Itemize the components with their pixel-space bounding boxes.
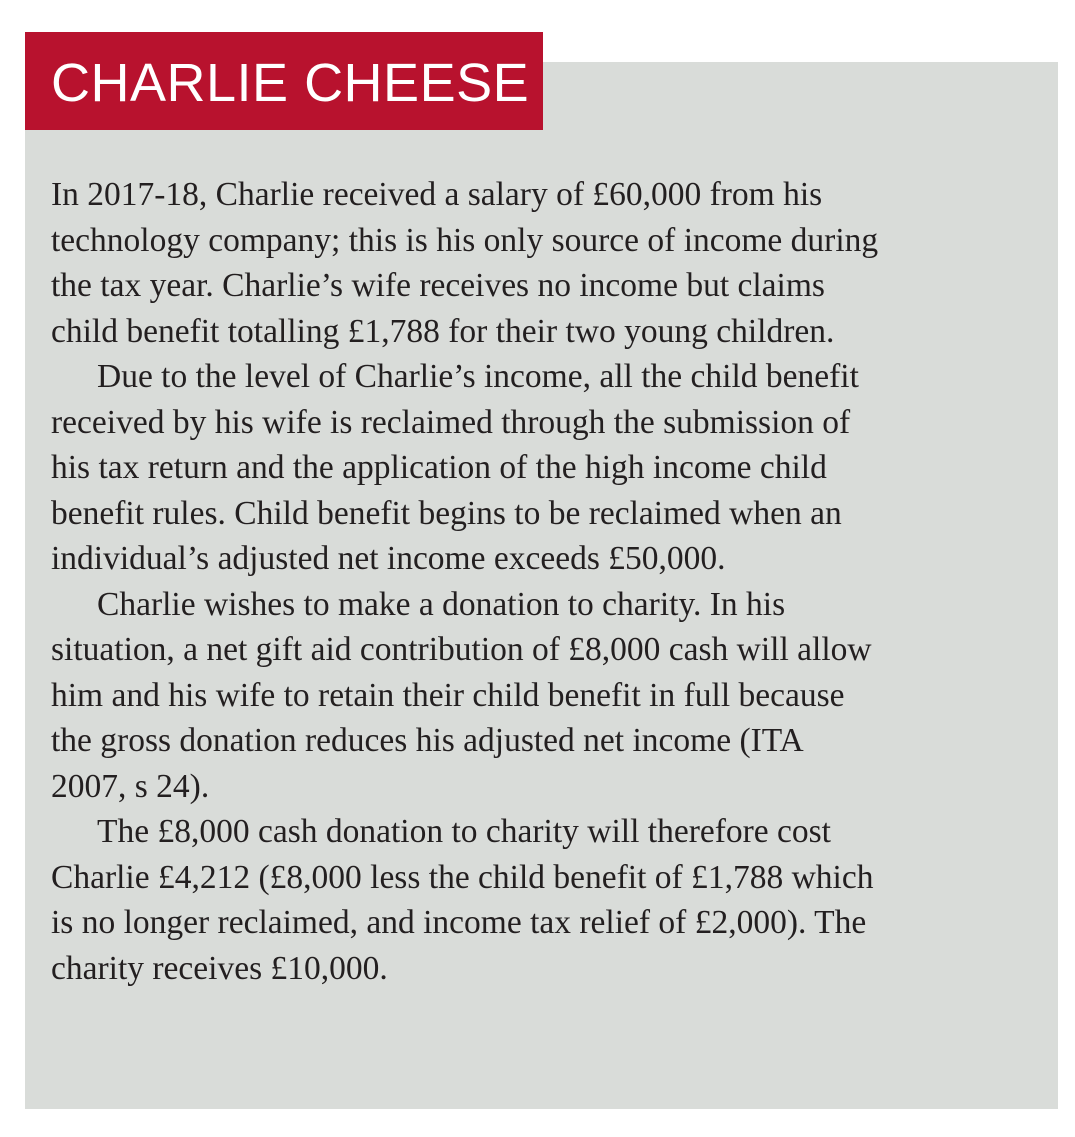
- paragraph-line: him and his wife to retain their child benefit in full because: [51, 676, 845, 714]
- paragraph-line: The £8,000 cash donation to charity will therefore cost: [97, 813, 831, 850]
- paragraph-line: benefit rules. Child benefit begins to be reclaimed when an: [51, 494, 842, 532]
- paragraph-line: Due to the level of Charlie’s income, all the child benefit: [97, 358, 859, 395]
- paragraph-line: Charlie wishes to make a donation to charity. In his: [97, 585, 786, 623]
- paragraph-line: individual’s adjusted net income exceeds £50,000.: [51, 540, 726, 577]
- paragraph-line: In 2017-18, Charlie received a salary of £60,000 from his: [51, 176, 823, 213]
- paragraph-line: his tax return and the application of the high income child: [51, 449, 827, 486]
- paragraph-line: the gross donation reduces his adjusted net income (ITA: [51, 722, 804, 759]
- paragraph-line: received by his wife is reclaimed through the submission of: [51, 403, 851, 441]
- paragraph-line: Charlie £4,212 (£8,000 less the child benefit of £1,788 which: [51, 858, 874, 896]
- box-title: CHARLIE CHEESE: [51, 53, 530, 113]
- paragraph-line: child benefit totalling £1,788 for their two young children.: [51, 312, 835, 350]
- paragraph-line: the tax year. Charlie’s wife receives no income but claims: [51, 267, 825, 304]
- paragraph-line: charity receives £10,000.: [51, 949, 388, 987]
- title-banner: [25, 32, 543, 130]
- paragraph-line: 2007, s 24).: [51, 767, 210, 805]
- paragraph-line: technology company; this is his only source of income during: [51, 221, 879, 259]
- paragraph-line: is no longer reclaimed, and income tax relief of £2,000). The: [51, 904, 867, 941]
- paragraph-line: situation, a net gift aid contribution of £8,000 cash will allow: [51, 631, 872, 668]
- case-study-body: [51, 172, 1041, 991]
